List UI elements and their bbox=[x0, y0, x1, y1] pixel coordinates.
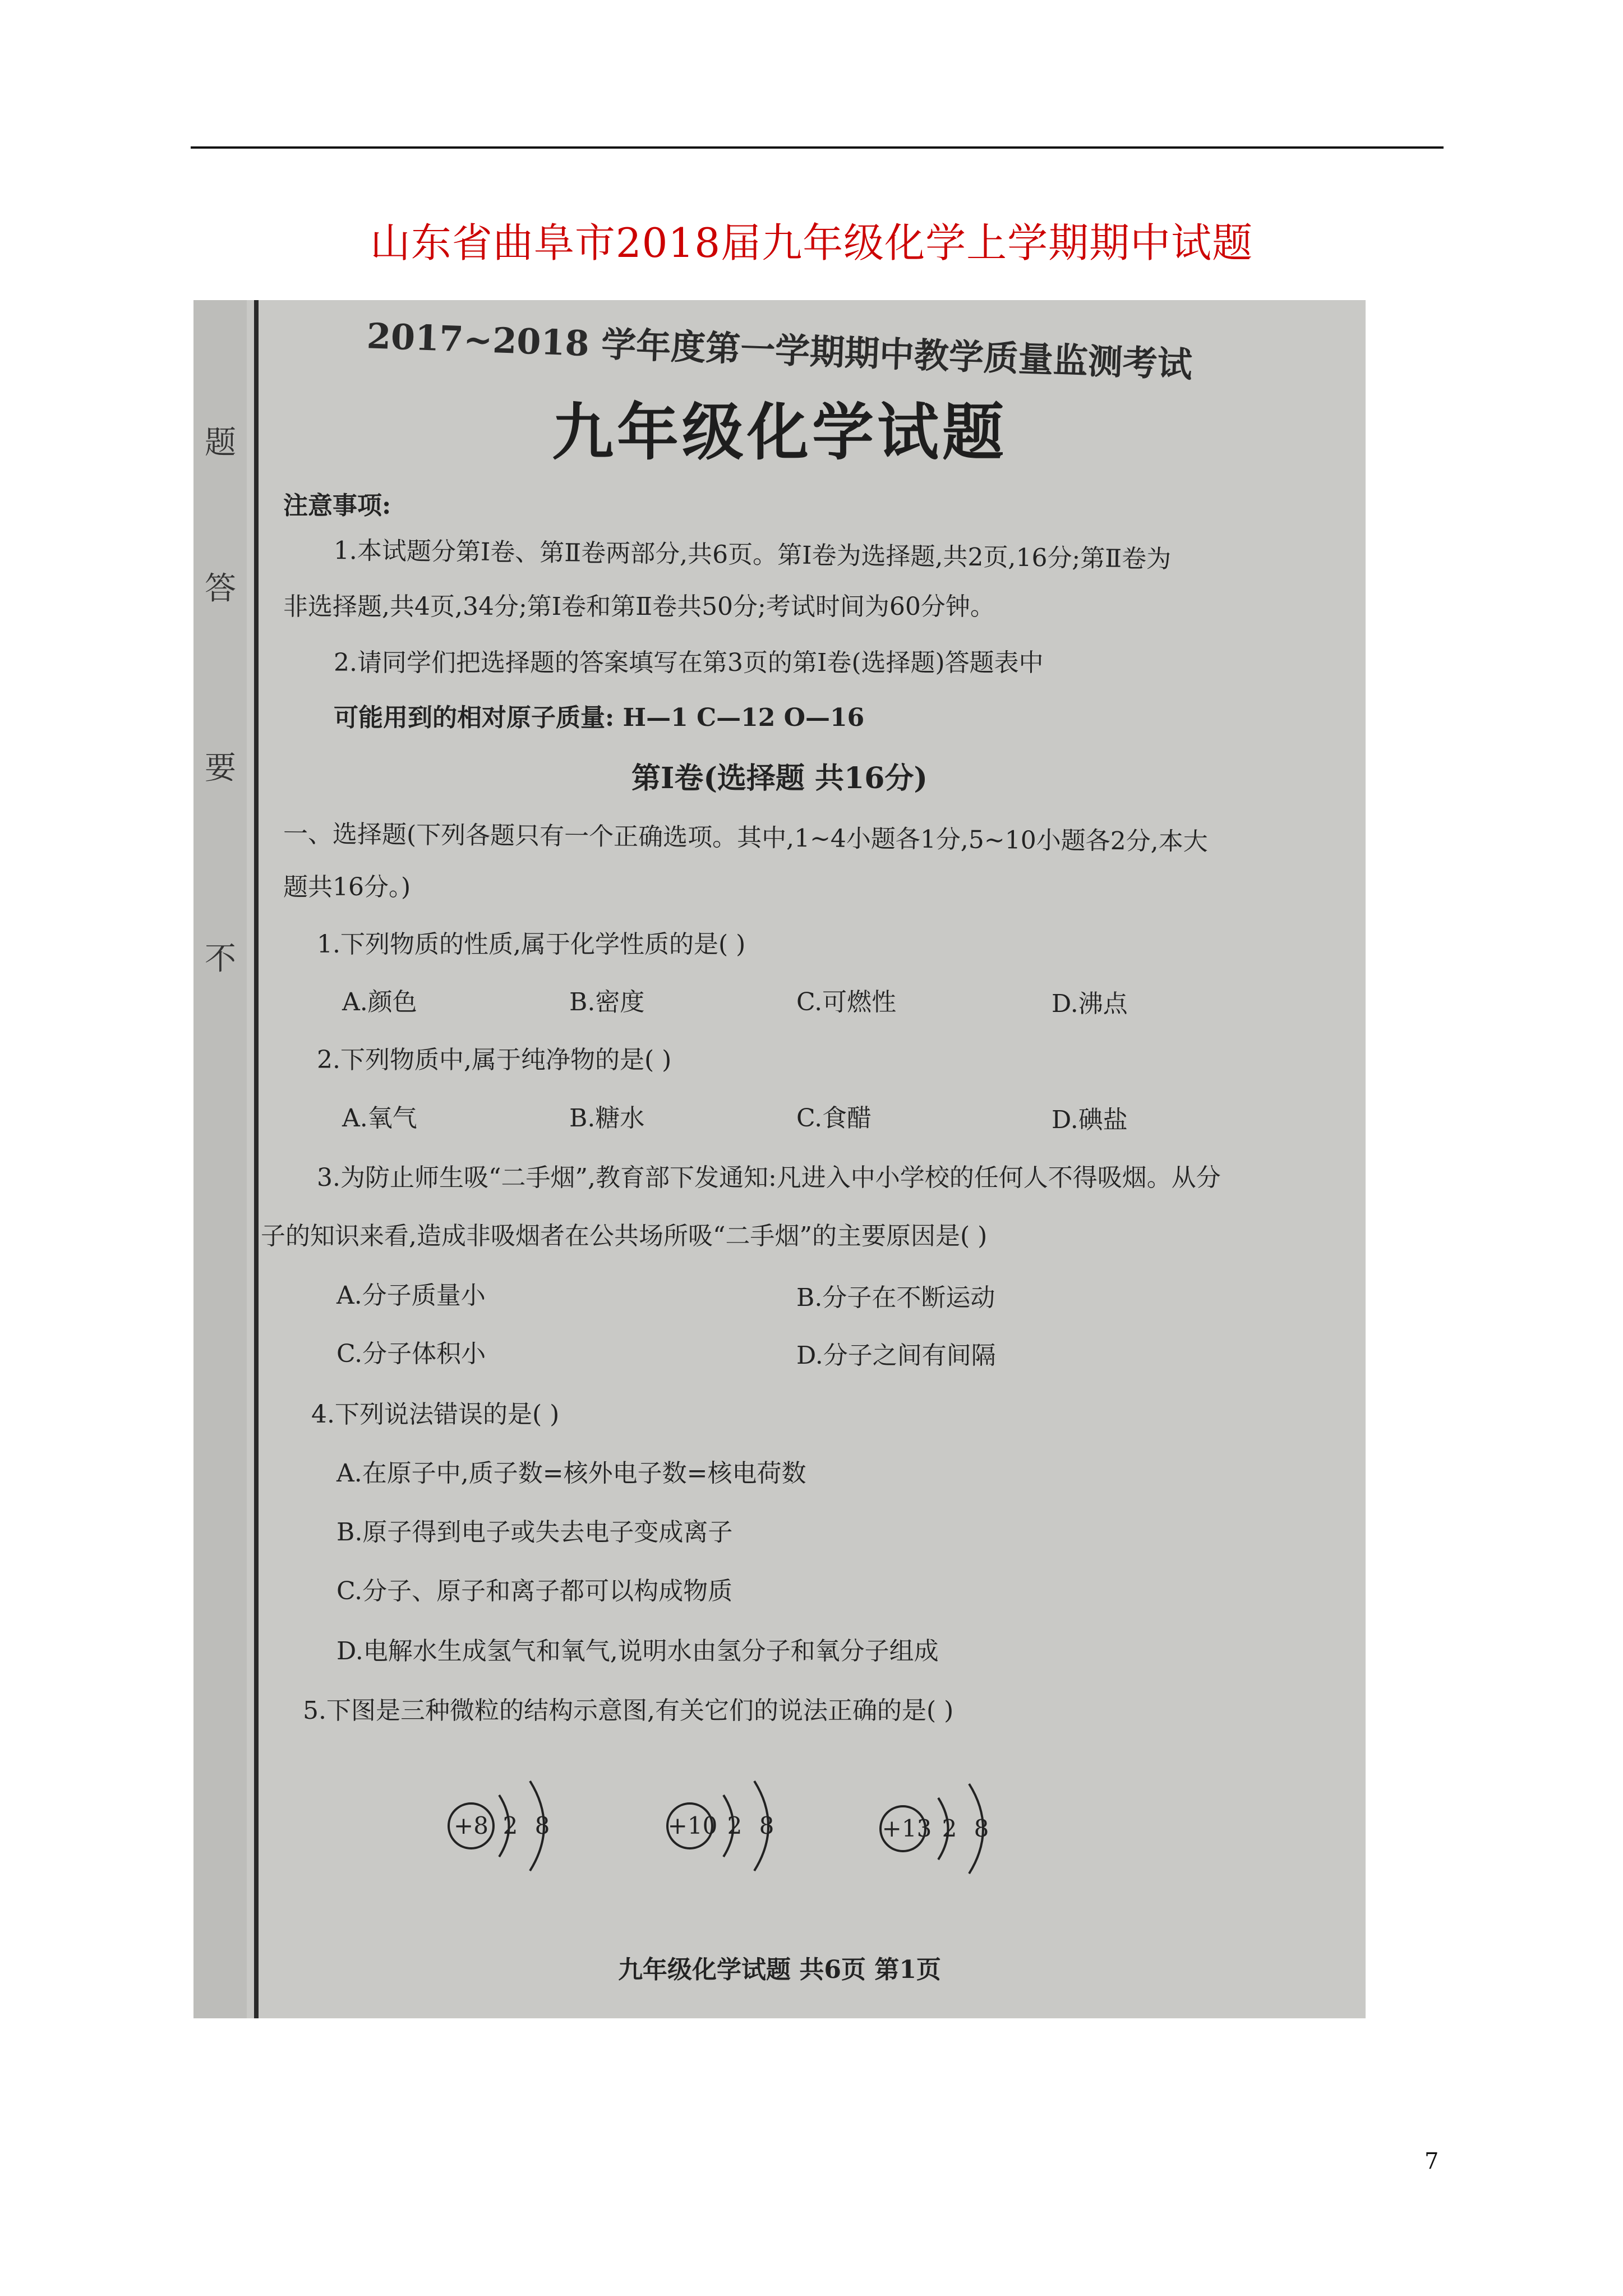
question-stem: 4.下列说法错误的是( ) bbox=[311, 1400, 560, 1429]
option: A.在原子中,质子数=核外电子数=核电荷数 bbox=[336, 1459, 806, 1488]
binding-line bbox=[254, 300, 259, 2018]
page-number: 7 bbox=[1424, 2148, 1439, 2174]
shell-electron-count: 8 bbox=[534, 1812, 550, 1839]
nucleus-charge: +8 bbox=[454, 1812, 488, 1839]
atomic-mass-line: 可能用到的相对原子质量: H—1 C—12 O—16 bbox=[334, 703, 865, 732]
margin-char: 题 bbox=[205, 425, 236, 461]
option: D.电解水生成氢气和氧气,说明水由氢分子和氧分子组成 bbox=[336, 1637, 939, 1665]
question-stem: 5.下图是三种微粒的结构示意图,有关它们的说法正确的是( ) bbox=[303, 1696, 954, 1725]
atom-structure-diagram bbox=[665, 1764, 810, 1888]
option: B.原子得到电子或失去电子变成离子 bbox=[336, 1518, 733, 1547]
option: D.沸点 bbox=[1052, 990, 1128, 1018]
top-rule bbox=[191, 146, 1444, 149]
exam-title: 九年级化学试题 bbox=[552, 396, 1007, 468]
question-stem: 子的知识来看,造成非吸烟者在公共场所吸“二手烟”的主要原因是( ) bbox=[261, 1222, 988, 1250]
atom-diagram-svg bbox=[878, 1767, 1023, 1890]
option: D.碘盐 bbox=[1052, 1106, 1128, 1134]
exam-header: 2017~2018 学年度第一学期期中教学质量监测考试 bbox=[366, 315, 1193, 385]
nucleus-charge: +10 bbox=[667, 1812, 718, 1839]
option: A.分子质量小 bbox=[336, 1281, 486, 1310]
shell-electron-count: 2 bbox=[942, 1815, 957, 1842]
option: B.糖水 bbox=[569, 1104, 645, 1133]
margin-char: 要 bbox=[205, 750, 236, 786]
shell-electron-count: 2 bbox=[502, 1812, 518, 1839]
binding-margin bbox=[193, 300, 247, 2018]
part-intro: 题共16分。) bbox=[283, 873, 411, 901]
option: A.氧气 bbox=[342, 1104, 417, 1133]
question-stem: 2.下列物质中,属于纯净物的是( ) bbox=[317, 1046, 672, 1074]
margin-char: 不 bbox=[205, 941, 236, 977]
option: B.密度 bbox=[569, 988, 645, 1016]
atom-structure-diagram bbox=[878, 1767, 1023, 1890]
option: C.可燃性 bbox=[796, 988, 897, 1016]
option: C.食醋 bbox=[796, 1104, 872, 1133]
nucleus-charge: +13 bbox=[882, 1815, 932, 1842]
scanned-exam-photo bbox=[193, 300, 1366, 2018]
question-stem: 1.下列物质的性质,属于化学性质的是( ) bbox=[317, 930, 746, 959]
notice-heading: 注意事项: bbox=[283, 491, 391, 520]
atom-structure-diagram bbox=[446, 1764, 580, 1888]
shell-electron-count: 8 bbox=[759, 1812, 774, 1839]
notice-line: 1.本试题分第Ⅰ卷、第Ⅱ卷两部分,共6页。第Ⅰ卷为选择题,共2页,16分;第Ⅱ卷为 bbox=[333, 536, 1172, 574]
part-intro: 一、选择题(下列各题只有一个正确选项。其中,1~4小题各1分,5~10小题各2分,本大 bbox=[283, 820, 1208, 857]
margin-char: 答 bbox=[205, 570, 236, 607]
notice-line: 非选择题,共4页,34分;第Ⅰ卷和第Ⅱ卷共50分;考试时间为60分钟。 bbox=[283, 592, 995, 621]
option: C.分子、原子和离子都可以构成物质 bbox=[336, 1577, 733, 1605]
option: A.颜色 bbox=[342, 988, 417, 1016]
option: D.分子之间有间隔 bbox=[796, 1341, 996, 1370]
atom-diagram-svg bbox=[665, 1764, 810, 1888]
document-title: 山东省曲阜市2018届九年级化学上学期期中试题 bbox=[370, 219, 1253, 266]
notice-line: 2.请同学们把选择题的答案填写在第3页的第Ⅰ卷(选择题)答题表中 bbox=[334, 648, 1044, 677]
question-stem: 3.为防止师生吸“二手烟”,教育部下发通知:凡进入中小学校的任何人不得吸烟。从分 bbox=[317, 1163, 1221, 1192]
shell-electron-count: 2 bbox=[727, 1812, 743, 1839]
section-title: 第Ⅰ卷(选择题 共16分) bbox=[631, 761, 928, 795]
shell-electron-count: 8 bbox=[974, 1815, 989, 1842]
option: B.分子在不断运动 bbox=[796, 1283, 995, 1312]
exam-footer: 九年级化学试题 共6页 第1页 bbox=[618, 1955, 941, 1984]
atom-diagram-svg bbox=[446, 1764, 580, 1888]
option: C.分子体积小 bbox=[336, 1340, 486, 1368]
